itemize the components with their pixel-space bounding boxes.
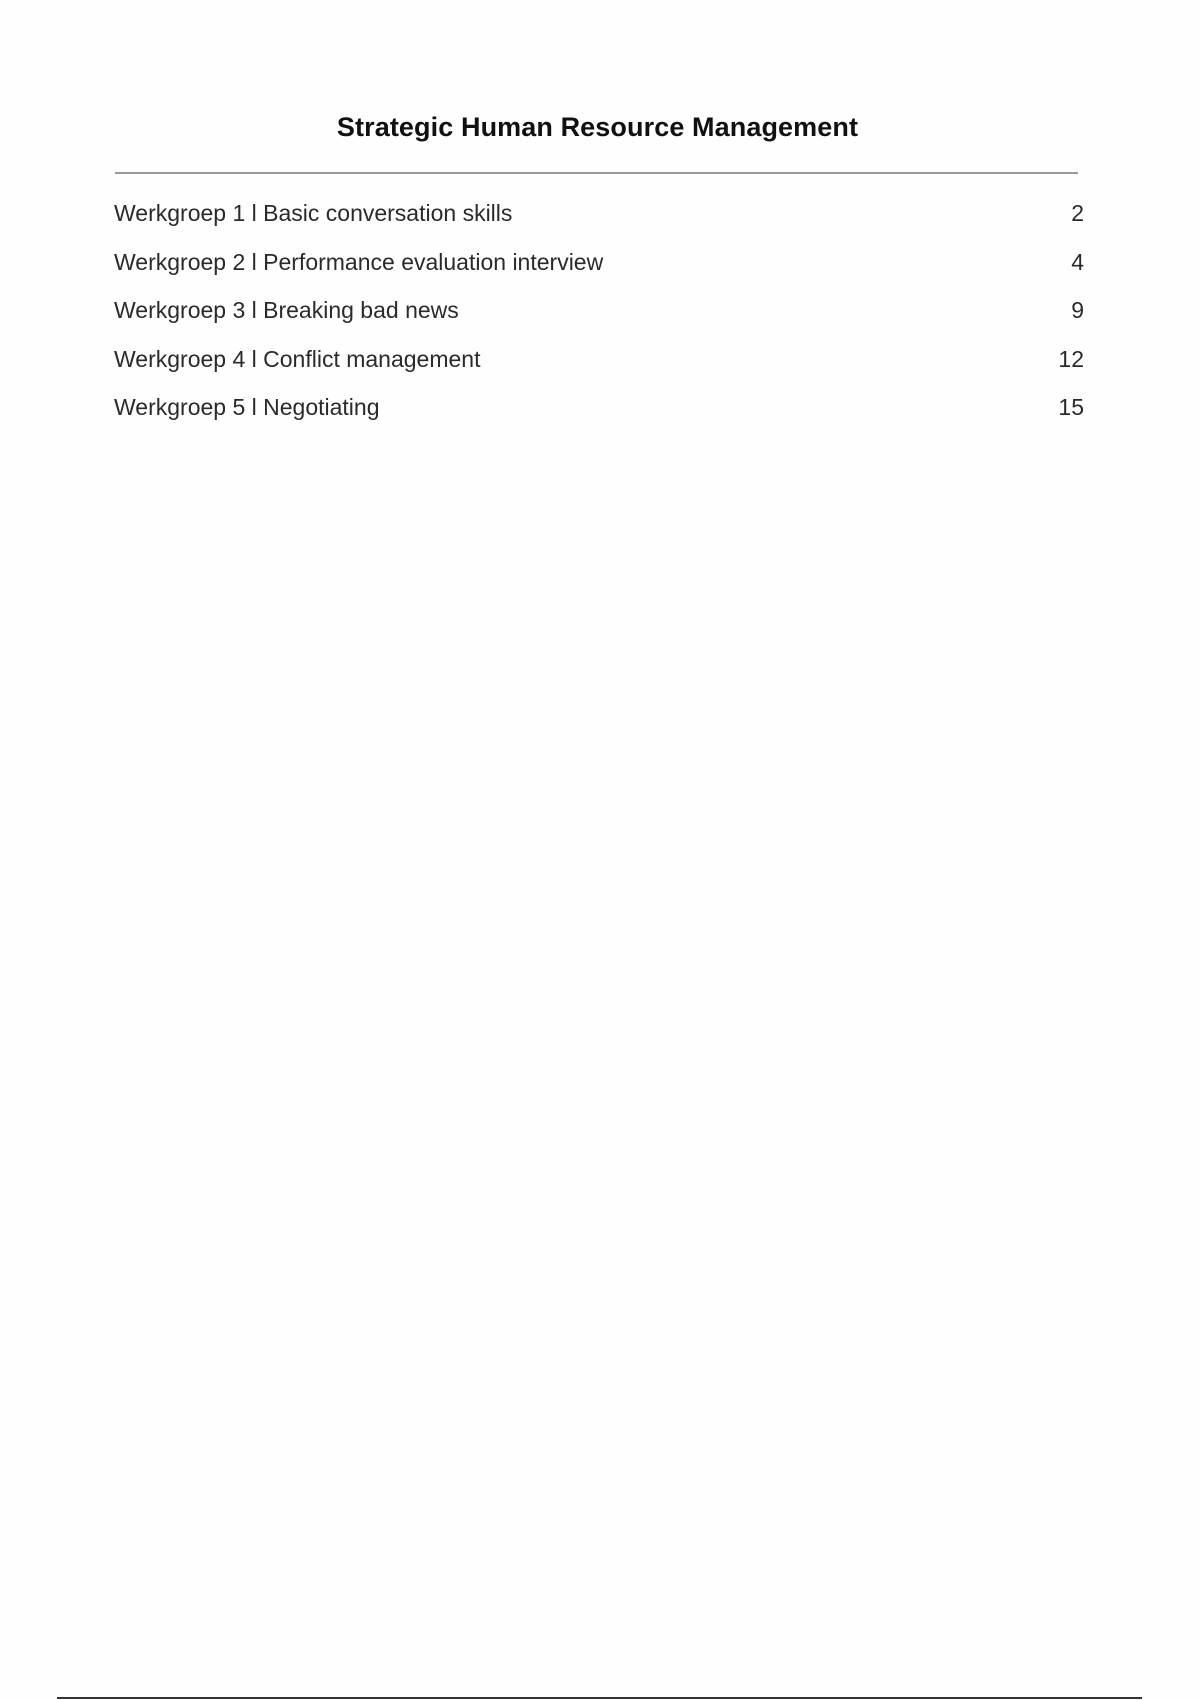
- title-divider: [115, 172, 1078, 174]
- toc-entry[interactable]: [114, 394, 1084, 443]
- toc-entry-page-number: 4: [1071, 248, 1084, 275]
- footer-divider: [57, 1697, 1142, 1699]
- toc-entry-page-number: 9: [1071, 297, 1084, 323]
- toc-entry[interactable]: [114, 297, 1084, 346]
- toc-entry[interactable]: [114, 346, 1084, 395]
- toc-entry-page-number: 15: [1058, 394, 1084, 420]
- toc-entry[interactable]: [114, 200, 1084, 249]
- toc-entry-label: Werkgroep 4 l Conflict management: [114, 345, 481, 372]
- toc-entry-page-number: 2: [1071, 200, 1084, 226]
- toc-entry-label: Werkgroep 5 l Negotiating: [114, 394, 380, 420]
- toc-entry-label: Werkgroep 1 l Basic conversation skills: [114, 200, 513, 226]
- document-title: Strategic Human Resource Management: [336, 112, 859, 142]
- toc-entry[interactable]: [114, 249, 1084, 298]
- table-of-contents: [114, 200, 1084, 443]
- toc-entry-page-number: 12: [1058, 345, 1084, 372]
- toc-entry-label: Werkgroep 3 l Breaking bad news: [114, 297, 459, 323]
- toc-entry-label: Werkgroep 2 l Performance evaluation interview: [114, 248, 604, 275]
